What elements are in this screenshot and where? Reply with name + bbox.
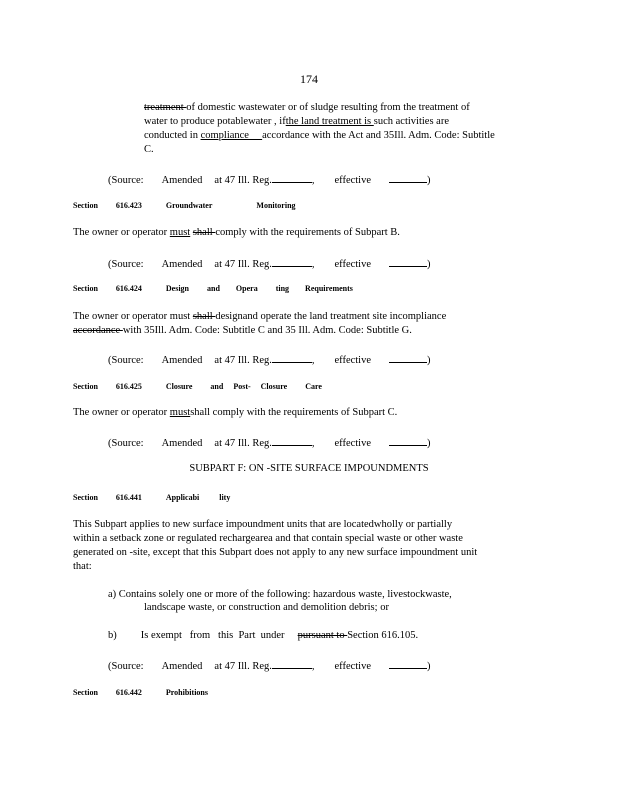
source-amended: Amended: [161, 259, 203, 270]
source-close: ): [427, 259, 431, 270]
source-close: ): [427, 661, 431, 672]
reg-blank: [272, 352, 312, 363]
underlined-text: must: [169, 407, 191, 418]
section-title: Care: [305, 382, 322, 391]
text-run: The owner or operator must: [73, 311, 193, 322]
section-title: Applicabi: [165, 493, 200, 502]
text-run: accordance with the Act and 35Ill. Adm. Code: Subtitle: [262, 130, 495, 141]
section-heading-616-424: [73, 284, 353, 293]
section-heading-616-423: [73, 201, 296, 210]
effective-blank: [389, 172, 427, 183]
text-run: designand operate the land treatment site incompliance: [215, 311, 447, 322]
struck-text: accordance: [73, 325, 123, 336]
para-424-line-1: [73, 310, 531, 324]
effective-blank: [389, 435, 427, 446]
item-a-line-2: landscape waste, or construction and demolition debris; or: [144, 602, 389, 613]
section-heading-616-425: [73, 382, 322, 391]
source-reg: at 47 Ill. Reg.: [214, 175, 272, 186]
top-para-line-2: [144, 115, 532, 129]
source-close: ): [427, 355, 431, 366]
para-441-line: that:: [73, 561, 92, 572]
section-number: 616.425: [115, 382, 142, 391]
text-run: such activities are: [373, 116, 449, 127]
source-comma: ,: [311, 355, 315, 366]
source-reg: at 47 Ill. Reg.: [214, 259, 272, 270]
source-open: (Source:: [108, 259, 144, 270]
source-comma: ,: [311, 438, 315, 449]
page-number: 174: [300, 72, 318, 86]
effective-blank: [389, 352, 427, 363]
item-b-label: b): [108, 630, 117, 641]
underlined-text: must: [169, 227, 191, 238]
source-effective: effective: [334, 438, 372, 449]
source-note: [108, 658, 431, 672]
text-run: shall comply with the requirements of Subpart C.: [190, 407, 398, 418]
source-note: [108, 172, 431, 186]
para-441-line: generated on -site, except that this Subpart does not apply to any new surface impoundment unit: [73, 547, 478, 558]
section-title: Monitoring: [256, 201, 296, 210]
section-title: Opera: [235, 284, 258, 293]
item-a-line-1: a) Contains solely one or more of the following: hazardous waste, livestockwaste,: [108, 589, 452, 600]
list-item-a: [108, 588, 452, 614]
section-title: lity: [219, 493, 231, 502]
section-number: 616.441: [115, 493, 142, 502]
text-run: Section 616.105.: [347, 630, 419, 641]
section-title: Prohibitions: [165, 688, 208, 697]
struck-text: treatment: [144, 102, 187, 113]
source-open: (Source:: [108, 438, 144, 449]
para-441-line: within a setback zone or regulated rechargearea and that contain special waste or other waste: [73, 533, 463, 544]
section-title: Post-: [233, 382, 251, 391]
section-label: Section: [73, 493, 98, 502]
source-comma: ,: [311, 661, 315, 672]
source-effective: effective: [334, 355, 372, 366]
section-number: 616.424: [115, 284, 142, 293]
effective-blank: [389, 658, 427, 669]
source-open: (Source:: [108, 175, 144, 186]
source-reg: at 47 Ill. Reg.: [214, 355, 272, 366]
source-note: [108, 435, 431, 449]
source-reg: at 47 Ill. Reg.: [214, 661, 272, 672]
section-heading-616-442: [73, 688, 208, 697]
source-open: (Source:: [108, 661, 144, 672]
text-run: Is exempt from this Part under: [140, 630, 298, 641]
underlined-text: the land treatment is: [285, 116, 374, 127]
reg-blank: [272, 435, 312, 446]
source-note: [108, 256, 431, 270]
section-label: Section: [73, 382, 98, 391]
paragraph-616-441: [73, 518, 531, 574]
source-note: [108, 352, 431, 366]
section-title: Groundwater: [165, 201, 213, 210]
source-comma: ,: [311, 259, 315, 270]
list-item-b: [108, 630, 418, 641]
section-title: ting: [275, 284, 290, 293]
top-para-line-4: C.: [144, 144, 154, 155]
section-number: 616.442: [115, 688, 142, 697]
underlined-gap: [249, 130, 262, 141]
section-number: 616.423: [115, 201, 142, 210]
source-effective: effective: [334, 175, 372, 186]
source-close: ): [427, 175, 431, 186]
paragraph-616-425: [73, 407, 531, 418]
para-424-line-2: [73, 324, 531, 338]
text-run: comply with the requirements of Subpart B.: [215, 227, 400, 238]
source-amended: Amended: [161, 661, 203, 672]
source-effective: effective: [334, 259, 372, 270]
text-run: conducted in: [144, 130, 201, 141]
source-close: ): [427, 438, 431, 449]
source-amended: Amended: [161, 355, 203, 366]
top-para-line-3: [144, 129, 532, 143]
subpart-heading: SUBPART F: ON -SITE SURFACE IMPOUNDMENTS: [189, 463, 429, 474]
struck-text: shall: [192, 227, 216, 238]
text-run: water to produce potablewater , if: [144, 116, 286, 127]
top-para-line-1: [144, 101, 532, 115]
effective-blank: [389, 256, 427, 267]
section-title: Closure: [165, 382, 193, 391]
reg-blank: [272, 256, 312, 267]
section-title: and: [207, 284, 220, 293]
section-title: Closure: [260, 382, 288, 391]
source-amended: Amended: [161, 175, 203, 186]
struck-text: shall: [192, 311, 216, 322]
reg-blank: [272, 172, 312, 183]
para-441-line: This Subpart applies to new surface impoundment units that are locatedwholly or partially: [73, 519, 453, 530]
underlined-text: compliance: [200, 130, 249, 141]
text-run: of domestic wastewater or of sludge resulting from the treatment of: [186, 102, 470, 113]
struck-text: pursuant to: [297, 630, 348, 641]
text-run: The owner or operator: [73, 227, 170, 238]
section-heading-616-441: [73, 493, 230, 502]
source-open: (Source:: [108, 355, 144, 366]
paragraph-616-423: [73, 227, 531, 238]
source-reg: at 47 Ill. Reg.: [214, 438, 272, 449]
source-effective: effective: [334, 661, 372, 672]
top-paragraph: [144, 101, 532, 157]
source-amended: Amended: [161, 438, 203, 449]
text-run: The owner or operator: [73, 407, 170, 418]
source-comma: ,: [311, 175, 315, 186]
section-title: Design: [165, 284, 190, 293]
section-title: and: [210, 382, 224, 391]
section-label: Section: [73, 284, 98, 293]
text-run: with 35Ill. Adm. Code: Subtitle C and 35 Ill. Adm. Code: Subtitle G.: [122, 325, 412, 336]
paragraph-616-424: [73, 310, 531, 338]
reg-blank: [272, 658, 312, 669]
section-label: Section: [73, 201, 98, 210]
section-title: Requirements: [305, 284, 353, 293]
section-label: Section: [73, 688, 98, 697]
